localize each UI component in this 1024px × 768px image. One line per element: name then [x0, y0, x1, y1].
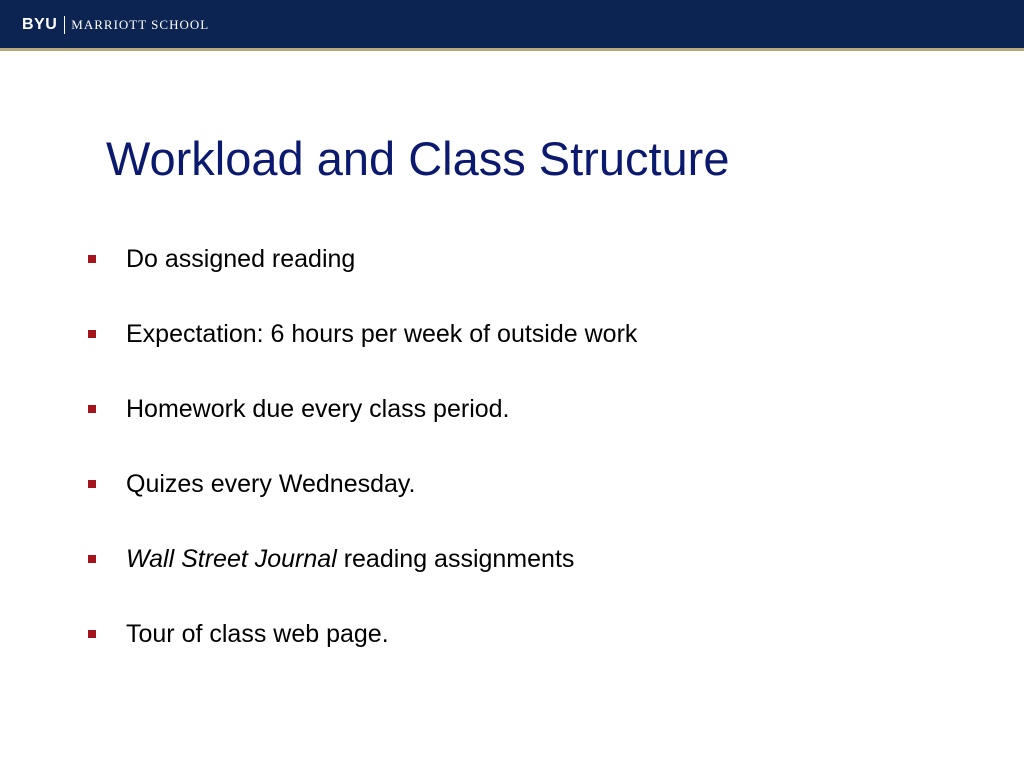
- bullet-item-homework: [88, 393, 510, 425]
- bullet-item-web-tour: [88, 618, 389, 650]
- wsj-rest: reading assignments: [336, 545, 575, 573]
- bullet-text: Homework due every class period.: [126, 395, 510, 423]
- wsj-title: Wall Street Journal: [126, 545, 337, 573]
- logo-byu-text: BYU: [22, 16, 58, 33]
- byu-marriott-logo: [22, 15, 209, 35]
- bullet-square-icon: [88, 330, 96, 338]
- logo-school-text: MARRIOTT SCHOOL: [71, 17, 210, 32]
- bullet-item-reading: [88, 243, 355, 275]
- bullet-square-icon: [88, 405, 96, 413]
- bullet-square-icon: [88, 255, 96, 263]
- bullet-text: [126, 543, 574, 575]
- bullet-text: Expectation: 6 hours per week of outside work: [126, 320, 638, 348]
- bullet-text: Tour of class web page.: [126, 620, 389, 648]
- bullet-square-icon: [88, 555, 96, 563]
- bullet-item-wsj: [88, 543, 574, 575]
- logo-divider: [64, 16, 65, 34]
- bullet-square-icon: [88, 480, 96, 488]
- header-bar: [0, 0, 1024, 51]
- slide-title: Workload and Class Structure: [106, 132, 730, 185]
- bullet-item-quizzes: [88, 468, 416, 500]
- bullet-text: Do assigned reading: [126, 245, 356, 273]
- bullet-item-expectation: [88, 318, 637, 350]
- bullet-square-icon: [88, 630, 96, 638]
- bullet-text: Quizes every Wednesday.: [126, 470, 416, 498]
